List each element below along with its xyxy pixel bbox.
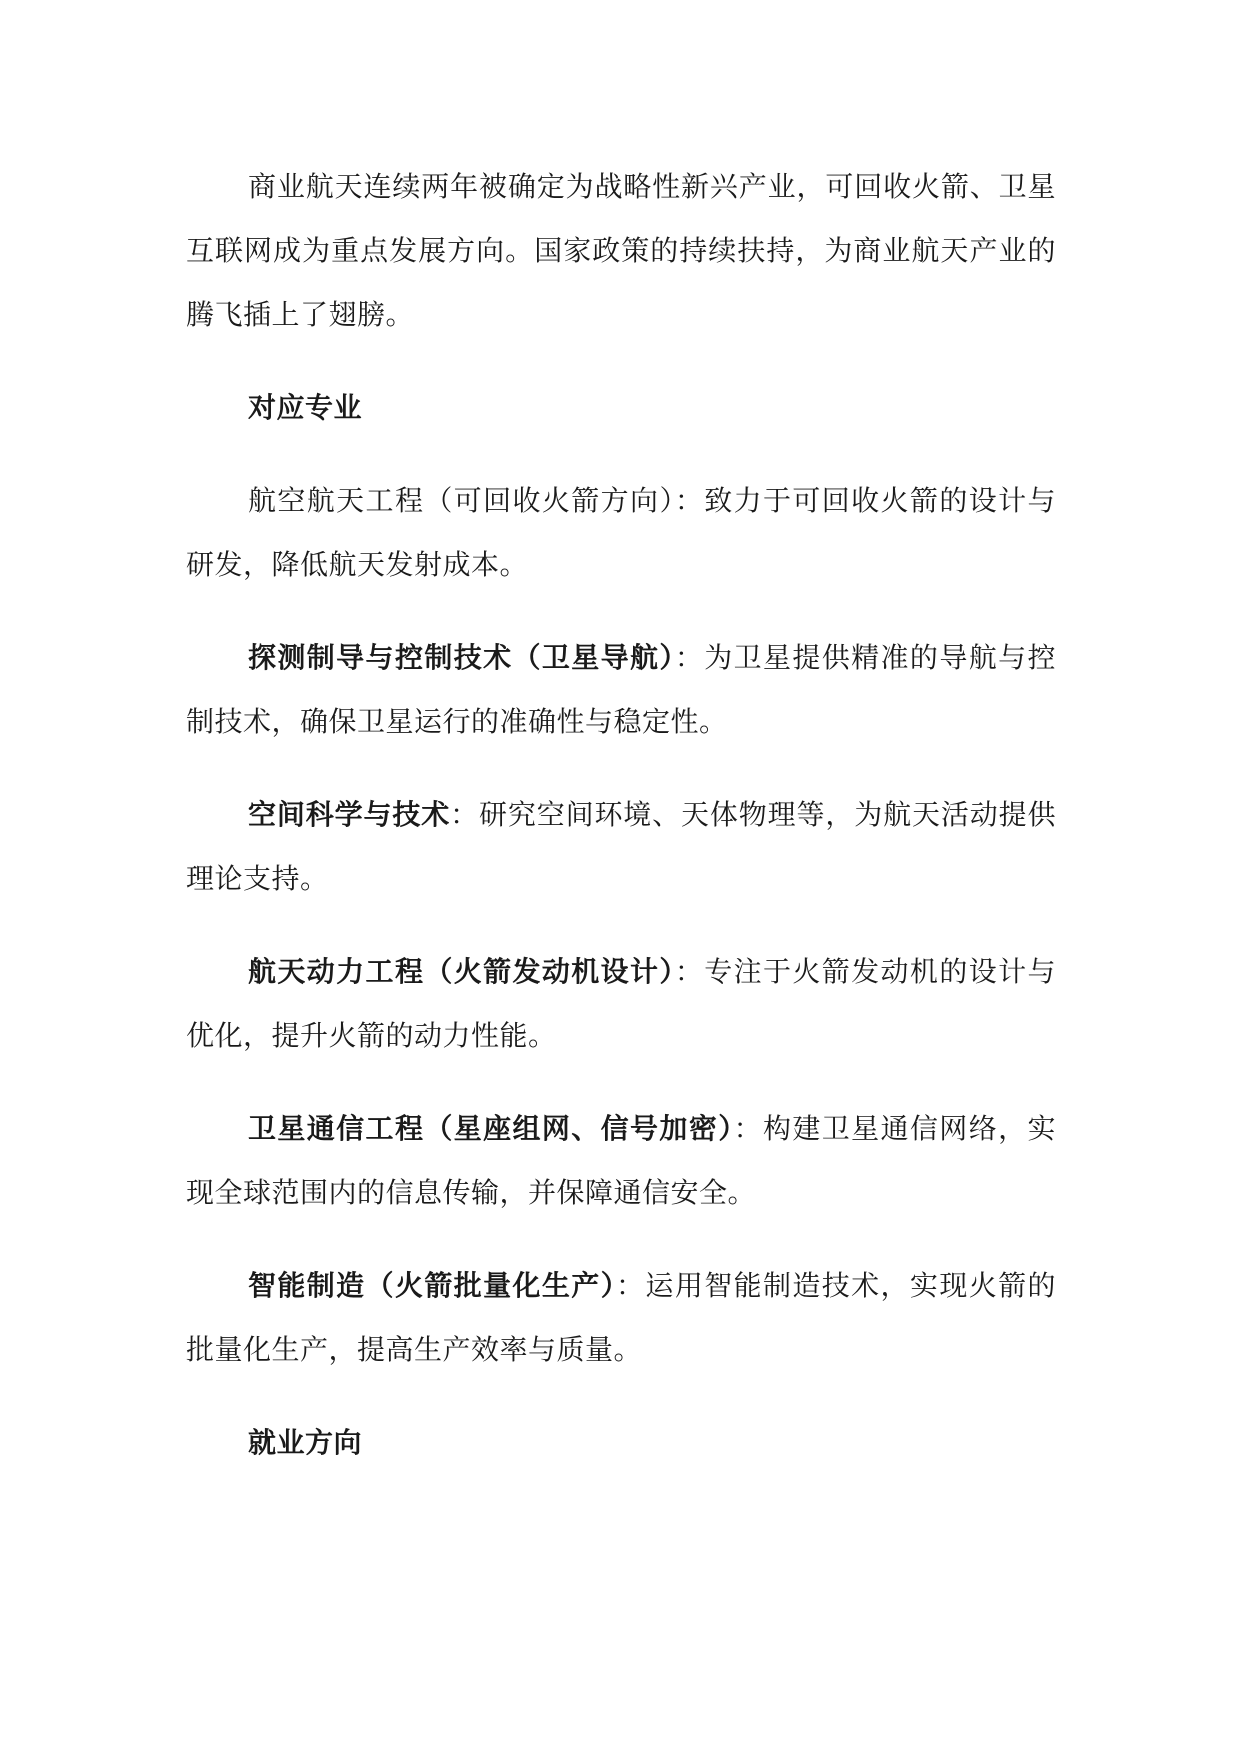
major-description: ：构建卫星通信网络，实现全球范围内的信息传输，并保障通信安全。 [186, 1112, 1056, 1209]
major-paragraph [186, 783, 1056, 911]
major-paragraph [186, 469, 1056, 597]
document-body [186, 155, 1056, 1504]
intro-paragraph: 商业航天连续两年被确定为战略性新兴产业，可回收火箭、卫星互联网成为重点发展方向。国家政策的持续扶持，为商业航天产业的腾飞插上了翅膀。 [186, 170, 1056, 331]
section-heading-majors: 对应专业 [248, 391, 363, 424]
major-description: 航空航天工程（可回收火箭方向）：致力于可回收火箭的设计与研发，降低航天发射成本。 [186, 484, 1056, 581]
major-term: 空间科学与技术 [248, 798, 451, 831]
section-heading-jobs: 就业方向 [248, 1426, 363, 1459]
major-description: ：研究空间环境、天体物理等，为航天活动提供理论支持。 [186, 798, 1056, 895]
major-description: ：为卫星提供精准的导航与控制技术，确保卫星运行的准确性与稳定性。 [186, 641, 1056, 738]
major-term: 智能制造（火箭批量化生产） [248, 1269, 617, 1302]
major-paragraph [186, 940, 1056, 1068]
major-description: ：运用智能制造技术，实现火箭的批量化生产，提高生产效率与质量。 [186, 1269, 1056, 1366]
major-term: 探测制导与控制技术（卫星导航） [248, 641, 675, 674]
major-paragraph [186, 626, 1056, 754]
major-term: 航天动力工程（火箭发动机设计） [248, 955, 675, 988]
major-paragraph [186, 1097, 1056, 1225]
major-description: ：专注于火箭发动机的设计与优化，提升火箭的动力性能。 [186, 955, 1056, 1052]
major-term: 卫星通信工程（星座组网、信号加密） [248, 1112, 734, 1145]
major-paragraph [186, 1254, 1056, 1382]
